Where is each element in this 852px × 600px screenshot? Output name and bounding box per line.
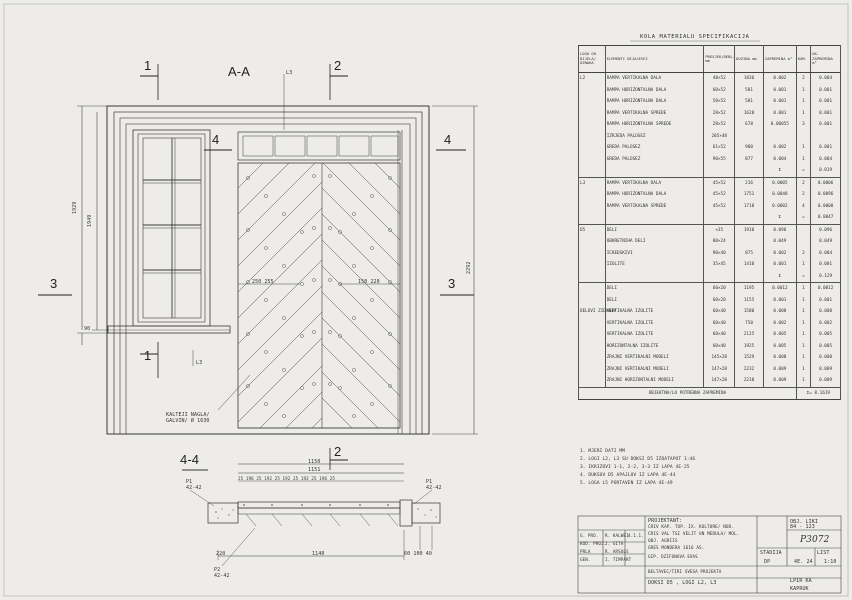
spec-cell: RAMPA HORIZONTALNA DALA [605,96,704,108]
spec-cell: 28×52 [704,108,735,120]
spec-cell: IZRJEDA PALOSEZ [605,131,704,143]
spec-row [579,201,841,213]
spec-cell [579,165,606,177]
spec-cell: 28×52 [704,119,735,131]
spec-row [579,236,841,248]
spec-cell: 1 [796,306,810,318]
spec-cell: 1751 [735,189,764,201]
spec-total-row [579,387,841,400]
spec-total-label: OBJEKTNA/LO POTREBNA ZAPREMINA [579,387,797,400]
spec-cell: 0.005 [763,329,796,341]
spec-cell: 0.001 [811,96,841,108]
spec-cell: ×35 [704,224,735,236]
dim-height-total: 1929 [72,201,78,214]
p1-right-label: P1 [426,479,433,485]
spec-cell: ZRAJNI HORIZONTALNI MODELI [605,375,704,387]
tb-obj-value: 84 - 123 [790,524,815,530]
tb-project-line: CRIS VAL TSI VELIT UN MEDULA/ MOL. [648,532,740,537]
spec-header-cell: KOM. [796,46,810,73]
spec-cell: 1 [796,96,810,108]
spec-cell: 2210 [735,375,764,387]
dim-panel-right: 150 220 [358,279,380,285]
spec-cell: L2 [579,73,606,85]
spec-cell: ICKEDSKIVI [605,248,704,260]
spec-cell: 1 [796,259,810,271]
spec-cell: Σ [763,212,796,224]
spec-cell: 90×40 [704,248,735,260]
spec-cell [796,236,810,248]
spec-cell: = [796,271,810,283]
spec-cell: 1155 [735,295,764,307]
spec-row [579,212,841,224]
spec-cell: 0.001 [811,85,841,97]
spec-cell [605,271,704,283]
nail-note: KALTEJI NAGLA/ GALVIN/ Ø 1630 [166,412,210,424]
spec-cell: 1 [796,142,810,154]
tb-footer-2: KAPRUK [790,586,809,592]
spec-cell: GREDA PALOSEZ [605,142,704,154]
spec-cell: VERTIKALNA IZOLITE [605,329,704,341]
spec-cell: 1 [796,375,810,387]
spec-row [579,177,841,189]
p1-left-label: P1 [186,479,193,485]
spec-cell [579,142,606,154]
spec-cell: 0.049 [811,236,841,248]
spec-cell: 0.019 [811,165,841,177]
spec-cell [704,165,735,177]
spec-cell [735,212,764,224]
spec-cell [579,271,606,283]
spec-cell: 0.0047 [811,212,841,224]
spec-cell: 581 [735,85,764,97]
spec-cell [579,96,606,108]
spec-cell: 60×40 [704,318,735,330]
spec-cell: 0.001 [811,108,841,120]
spec-header-cell: ELEMENTI NIJAJEVEI [605,46,704,73]
spec-row [579,73,841,85]
spec-cell: 1925 [735,341,764,353]
section-mark-4-right: 4 [444,132,452,147]
spec-cell: 1628 [735,108,764,120]
spec-cell: 45×52 [704,189,735,201]
spec-cell [579,318,606,330]
spec-row [579,364,841,376]
spec-cell: 0.004 [811,248,841,260]
spec-cell: 0.001 [763,85,796,97]
dim-sill: 90 [84,326,91,332]
spec-cell: 48×52 [704,73,735,85]
p2-size: 42-42 [214,573,230,579]
spec-cell: 1 [796,108,810,120]
spec-header-cell: ZAPREMINA m³ [763,46,796,73]
spec-cell [579,329,606,341]
spec-cell: 0.0048 [763,189,796,201]
spec-cell: RAMPA VERTIKALNA SPREDE [605,108,704,120]
spec-row [579,306,841,318]
spec-cell: 0.009 [811,364,841,376]
spec-row [579,295,841,307]
spec-cell [579,201,606,213]
spec-cell [579,108,606,120]
spec-row [579,341,841,353]
spec-cell: 0.005 [811,341,841,353]
spec-cell: 1910 [735,224,764,236]
spec-cell: 0.008 [763,306,796,318]
spec-row [579,318,841,330]
spec-cell: RAMPA VERTIKALNA SPREDE [605,201,704,213]
section-mark-2-bottom: 2 [334,444,342,459]
spec-row [579,108,841,120]
tb-project-label: PROJEKTANT: [648,518,683,524]
spec-cell: 0.001 [811,295,841,307]
spec-cell: 1 [796,295,810,307]
spec-cell: = [796,165,810,177]
spec-cell [579,119,606,131]
spec-cell: Σ [763,271,796,283]
spec-row [579,375,841,387]
tb-obj-label: OBJ. LIKI [790,519,818,525]
tb-phase-label: STADIJA [760,550,782,556]
spec-header-cell: LOGO OR DIJELA/ OZNAKA [579,46,606,73]
spec-cell [579,85,606,97]
spec-cell: 60×20 [704,283,735,295]
spec-cell: 1 [796,154,810,166]
spec-cell: VERTIKALNA IZOLITE [605,306,704,318]
spec-cell [796,224,810,236]
spec-cell [579,295,606,307]
spec-cell: 678 [735,119,764,131]
dim-plan-bottom-left: 220 [216,551,226,557]
spec-cell [579,131,606,143]
tb-role: KOD. PROJ. [580,541,607,546]
spec-cell: 0.005 [763,341,796,353]
spec-cell: 0.005 [811,329,841,341]
spec-row [579,259,841,271]
dim-panel-left: 250 255 [252,279,274,285]
dim-plan-inner: 1151 [308,467,321,473]
section-mark-4-left: 4 [212,132,220,147]
spec-cell [605,165,704,177]
spec-cell [735,165,764,177]
spec-cell: 0.001 [811,259,841,271]
spec-cell: 0.001 [811,142,841,154]
spec-cell: OBKRETNIHA DELI [605,236,704,248]
ls-bottom-label: L3 [196,360,203,366]
spec-cell: 0.0008 [811,201,841,213]
spec-cell: 0.00055 [763,119,796,131]
spec-cell: 0.009 [763,375,796,387]
spec-cell: DELI [605,283,704,295]
spec-cell: 0.004 [811,154,841,166]
spec-cell [579,189,606,201]
spec-cell [735,271,764,283]
spec-cell [579,364,606,376]
tb-project-line: OBJ. AGRIIS [648,539,678,544]
spec-cell: 0.0002 [763,201,796,213]
spec-cell: 1195 [735,283,764,295]
spec-cell: 90×55 [704,154,735,166]
spec-cell: VERTIKALNA IZOLITE [605,318,704,330]
spec-cell: 0.049 [763,236,796,248]
spec-cell: 145×28 [704,352,735,364]
spec-cell: 2232 [735,364,764,376]
spec-cell: 0.001 [811,119,841,131]
spec-cell: 0.096 [763,224,796,236]
spec-row [579,271,841,283]
tb-sheet-value: 4E. 24 [794,559,813,565]
spec-cell: ZRAJNI VERTIKALNI MODELI [605,364,704,376]
spec-cell: 0.009 [763,364,796,376]
tb-role: GEN. [580,557,591,562]
spec-cell: 216 [735,177,764,189]
spec-cell: 0.0012 [763,283,796,295]
spec-header-row [579,46,841,73]
spec-cell: 1410 [735,259,764,271]
spec-cell: 1 [796,329,810,341]
spec-cell: 205×48 [704,131,735,143]
spec-cell: 35×45 [704,259,735,271]
spec-header-cell: DUZINA mm [735,46,764,73]
spec-cell: 45×52 [704,201,735,213]
spec-cell: 2125 [735,329,764,341]
section-label: A-A [228,64,250,79]
spec-cell: 0.0012 [811,283,841,295]
spec-cell: 147×28 [704,364,735,376]
spec-cell: 1 [796,364,810,376]
spec-cell: 0.008 [811,306,841,318]
spec-cell: 0.002 [763,73,796,85]
spec-cell: 750 [735,318,764,330]
spec-table [578,45,841,400]
spec-cell [605,212,704,224]
dim-plan-bottom-total: 1140 [312,551,325,557]
spec-cell: 0.008 [763,352,796,364]
spec-cell: DELI [605,295,704,307]
spec-cell [579,236,606,248]
tb-role: PRLA [580,549,591,554]
spec-cell: 0.008 [811,352,841,364]
spec-cell [579,375,606,387]
tb-scale: 1:10 [824,559,837,565]
note-item: 1. MJERI DATI MM [580,449,625,454]
tb-code: P3072 [800,535,830,545]
note-item: 2. LOGI L2, L3 SU DOKSI D5 IZOATAPOT 1:46 [580,457,696,462]
spec-row [579,329,841,341]
spec-cell: 2 [796,248,810,260]
spec-cell: 1718 [735,201,764,213]
tb-name: I. TIMPART [605,557,632,562]
spec-cell: 877 [735,154,764,166]
spec-cell: 1 [796,341,810,353]
spec-cell [579,259,606,271]
tb-name: J. GITA [605,541,624,546]
dim-height-right: 2292 [466,261,472,274]
spec-row [579,352,841,364]
spec-cell: 4 [796,201,810,213]
spec-cell: 0.002 [811,318,841,330]
p2-label: P2 [214,567,221,573]
tb-phase-value: GIP. DZIFONAVA EVAS [648,554,698,559]
spec-cell [579,283,606,295]
tb-date: 4.1.1. [628,533,644,538]
spec-cell: 60×52 [704,85,735,97]
tb-footer: LPIR KA [790,578,812,584]
section-mark-1-bottom: 1 [144,348,152,363]
spec-cell: L3 [579,177,606,189]
spec-cell: 60×40 [704,341,735,353]
tb-dp: DP [764,559,771,565]
spec-row [579,189,841,201]
dim-height-inner: 1949 [87,214,93,227]
spec-title: KOLA MATERIALU SPECIFIKACIJA [640,34,750,40]
spec-cell: 60×40 [704,306,735,318]
dim-plan-bottom-right: 60 100 40 [404,551,432,557]
spec-cell: D5 [579,224,606,236]
note-item: 5. LOGA L5 PORTAVEN IZ LAPA 4E-49 [580,481,673,486]
plan-label: 4-4 [180,452,200,467]
spec-cell: = [796,212,810,224]
spec-cell: 80×24 [704,236,735,248]
spec-cell: RAMPA HORIZONTALNA SPREDE [605,119,704,131]
spec-cell: 0.129 [811,271,841,283]
spec-cell: RAMPA VERTIKALNA DALA [605,177,704,189]
spec-cell: 0.001 [763,108,796,120]
spec-cell [579,341,606,353]
spec-cell: IZOLITE [605,259,704,271]
spec-row [579,131,841,143]
spec-row [579,165,841,177]
spec-row [579,283,841,295]
spec-cell: 0.002 [763,142,796,154]
spec-cell: 2 [796,73,810,85]
spec-cell: 0.096 [811,224,841,236]
spec-cell: ZRAJNI VERTIKALNI MODELI [605,352,704,364]
spec-row [579,96,841,108]
spec-cell: 2 [796,177,810,189]
spec-cell: GREDA PALOSEZ [605,154,704,166]
spec-cell: 147×28 [704,375,735,387]
spec-cell [579,212,606,224]
spec-cell [704,271,735,283]
note-item: 4. DUKSUV D5 APAJLUV IZ LAPA 4E-44 [580,473,676,478]
spec-cell: 0.004 [763,154,796,166]
section-mark-1-top: 1 [144,58,152,73]
spec-cell: 61×52 [704,142,735,154]
spec-cell: RAMPA HORIZONTALNA DALA [605,189,704,201]
spec-cell: 45×52 [704,177,735,189]
tb-name: R. ARSULS [605,549,629,554]
spec-cell: Σ [763,165,796,177]
tb-project-line: CRIV KAP. TOP. IX. KULTURE/ NOD. [648,525,734,530]
dim-plan-segments: 25 196 25 192 25 192 25 192 25 196 25 [238,476,335,481]
spec-cell [704,212,735,224]
spec-cell: 0.0006 [811,177,841,189]
tb-subtitle: BELTAVEC/TIRI SVESA PROJEKTA [648,569,722,574]
spec-cell: 0.001 [763,295,796,307]
spec-row [579,224,841,236]
spec-cell [735,131,764,143]
spec-cell: 1580 [735,306,764,318]
spec-cell: 2 [796,189,810,201]
tb-sheet-label: LIST [817,550,830,556]
spec-cell [579,248,606,260]
spec-header-cell: UK. ZAPREMINA m³ [811,46,841,73]
ls-top-label: L3 [286,70,293,76]
p1-left-size: 42-42 [186,485,202,491]
section-mark-2-top: 2 [334,58,342,73]
spec-row [579,142,841,154]
spec-cell: 3 [796,119,810,131]
spec-cell: 50×52 [704,96,735,108]
spec-cell [796,131,810,143]
tb-drawing: DOKSI D5 , LOGI L2, L3 [648,580,717,586]
spec-cell: 0.0096 [811,189,841,201]
spec-cell: DELOVI ZIDANJA [579,306,606,318]
spec-cell: RAMPA HORIZONTALNA DALA [605,85,704,97]
spec-cell: 1 [796,85,810,97]
spec-cell: 1 [796,352,810,364]
spec-row [579,85,841,97]
spec-cell: 980 [735,142,764,154]
spec-cell: 60×20 [704,295,735,307]
spec-cell: DELI [605,224,704,236]
spec-cell [735,236,764,248]
spec-cell: 0.004 [811,73,841,85]
spec-row [579,119,841,131]
spec-cell: 0.0005 [763,177,796,189]
section-mark-3-right: 3 [448,276,456,291]
spec-cell: 1529 [735,352,764,364]
spec-cell: 1 [796,283,810,295]
spec-cell [811,131,841,143]
spec-row [579,154,841,166]
spec-cell: 0.001 [763,96,796,108]
spec-cell [763,131,796,143]
spec-cell: 1 [796,318,810,330]
spec-cell: 581 [735,96,764,108]
spec-cell: 0.009 [811,375,841,387]
spec-cell: 875 [735,248,764,260]
spec-cell: 60×40 [704,329,735,341]
tb-role: G. PRO. [580,533,599,538]
spec-cell: HORIZONTALNA IZOLITE [605,341,704,353]
dim-plan-total: 1150 [308,459,321,465]
spec-cell: 0.002 [763,318,796,330]
p1-right-size: 42-42 [426,485,442,491]
note-item: 3. IKRIZOVI 1-1, 2-2, 3-3 IZ LAPA 4E-25 [580,465,690,470]
spec-cell [579,352,606,364]
tb-name: R. KALWEI [605,533,629,538]
tb-project-line: GRES MONDERA 1616 AS. [648,546,705,551]
spec-header-cell: PRESJEK/DEBL. mm [704,46,735,73]
spec-row [579,248,841,260]
spec-cell [579,154,606,166]
spec-cell: 0.001 [763,259,796,271]
spec-total-value: Σ= 0.1619 [796,387,840,400]
spec-cell: RAMPA VERTIKALNA DALA [605,73,704,85]
spec-cell: 0.002 [763,248,796,260]
section-mark-3-left: 3 [50,276,58,291]
spec-cell: 1836 [735,73,764,85]
